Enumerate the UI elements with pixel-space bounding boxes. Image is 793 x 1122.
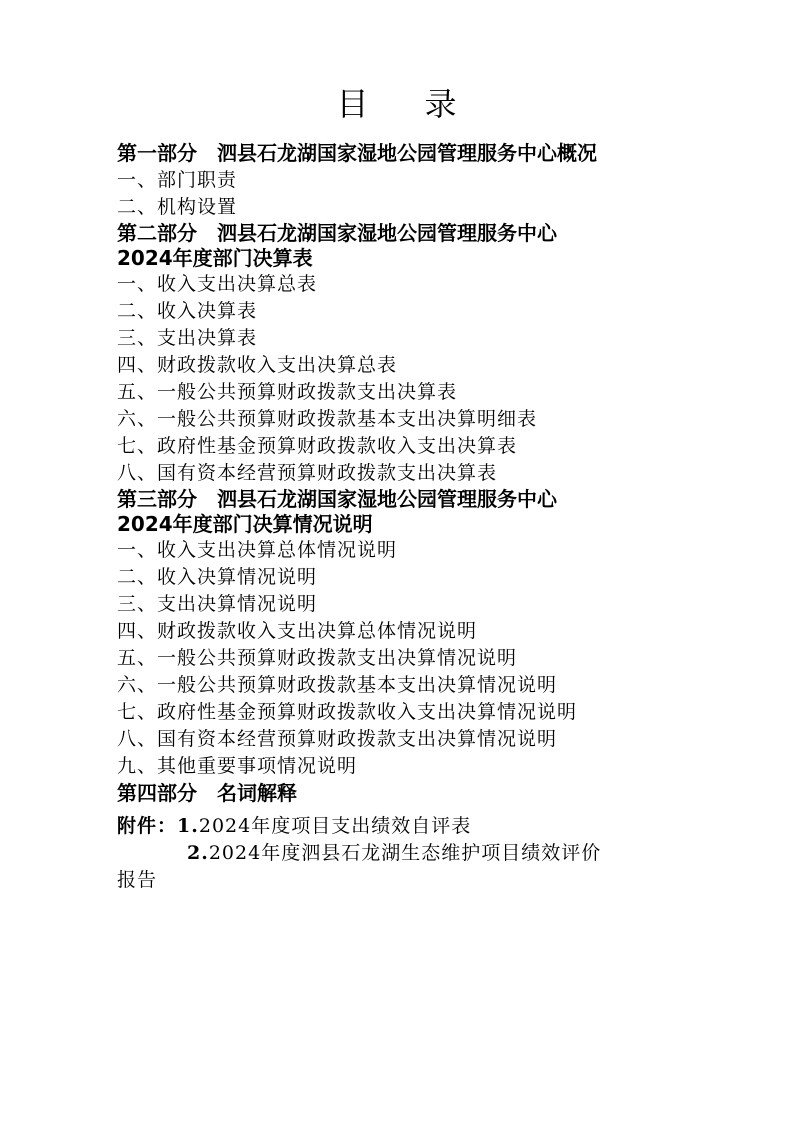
toc-item[interactable]: 四、财政拨款收入支出决算总体情况说明 [117, 620, 478, 642]
part-3-heading-line2[interactable]: 2024年度部门决算情况说明 [117, 512, 373, 536]
part-4-heading[interactable]: 第四部分 名词解释 [117, 781, 297, 805]
toc-item[interactable]: 五、一般公共预算财政拨款支出决算表 [117, 381, 458, 403]
attachment-line-2[interactable] [117, 840, 697, 867]
toc-item[interactable]: 三、支出决算情况说明 [117, 593, 318, 615]
attachment-title: 2024年度泗县石龙湖生态维护项目绩效评价 [208, 842, 602, 864]
part-1-heading[interactable]: 第一部分 泗县石龙湖国家湿地公园管理服务中心概况 [117, 141, 597, 165]
toc-item[interactable]: 七、政府性基金预算财政拨款收入支出决算情况说明 [117, 701, 578, 723]
attachment-number: 1. [177, 815, 199, 837]
toc-item[interactable]: 七、政府性基金预算财政拨款收入支出决算表 [117, 435, 518, 457]
part-2-heading-line2[interactable]: 2024年度部门决算表 [117, 246, 313, 270]
attachment-number: 2. [187, 842, 209, 864]
toc-item[interactable]: 二、收入决算表 [117, 300, 258, 322]
attachment-label: 附件： [117, 815, 178, 837]
part-2-heading[interactable]: 第二部分 泗县石龙湖国家湿地公园管理服务中心 [117, 221, 557, 245]
toc-item[interactable]: 一、部门职责 [117, 169, 238, 191]
toc-item[interactable]: 四、财政拨款收入支出决算总表 [117, 354, 398, 376]
title-char-2: 录 [424, 85, 457, 123]
toc-item[interactable]: 一、收入支出决算总表 [117, 273, 318, 295]
toc-item[interactable]: 五、一般公共预算财政拨款支出决算情况说明 [117, 647, 518, 669]
page-title [0, 84, 793, 124]
toc-item[interactable]: 九、其他重要事项情况说明 [117, 755, 358, 777]
attachment-line-1[interactable] [117, 813, 697, 840]
part-3-heading[interactable]: 第三部分 泗县石龙湖国家湿地公园管理服务中心 [117, 487, 557, 511]
table-of-contents [117, 140, 697, 894]
toc-item[interactable]: 二、收入决算情况说明 [117, 566, 318, 588]
toc-item[interactable]: 一、收入支出决算总体情况说明 [117, 539, 398, 561]
toc-item[interactable]: 二、机构设置 [117, 196, 238, 218]
toc-item[interactable]: 八、国有资本经营预算财政拨款支出决算情况说明 [117, 728, 558, 750]
toc-item[interactable]: 六、一般公共预算财政拨款基本支出决算情况说明 [117, 674, 558, 696]
title-char-1: 目 [336, 85, 369, 123]
toc-item[interactable]: 三、支出决算表 [117, 327, 258, 349]
attachment-continuation: 报告 [117, 869, 158, 891]
toc-item[interactable]: 八、国有资本经营预算财政拨款支出决算表 [117, 462, 498, 484]
attachment-title: 2024年度项目支出绩效自评表 [198, 815, 472, 837]
toc-item[interactable]: 六、一般公共预算财政拨款基本支出决算明细表 [117, 408, 538, 430]
